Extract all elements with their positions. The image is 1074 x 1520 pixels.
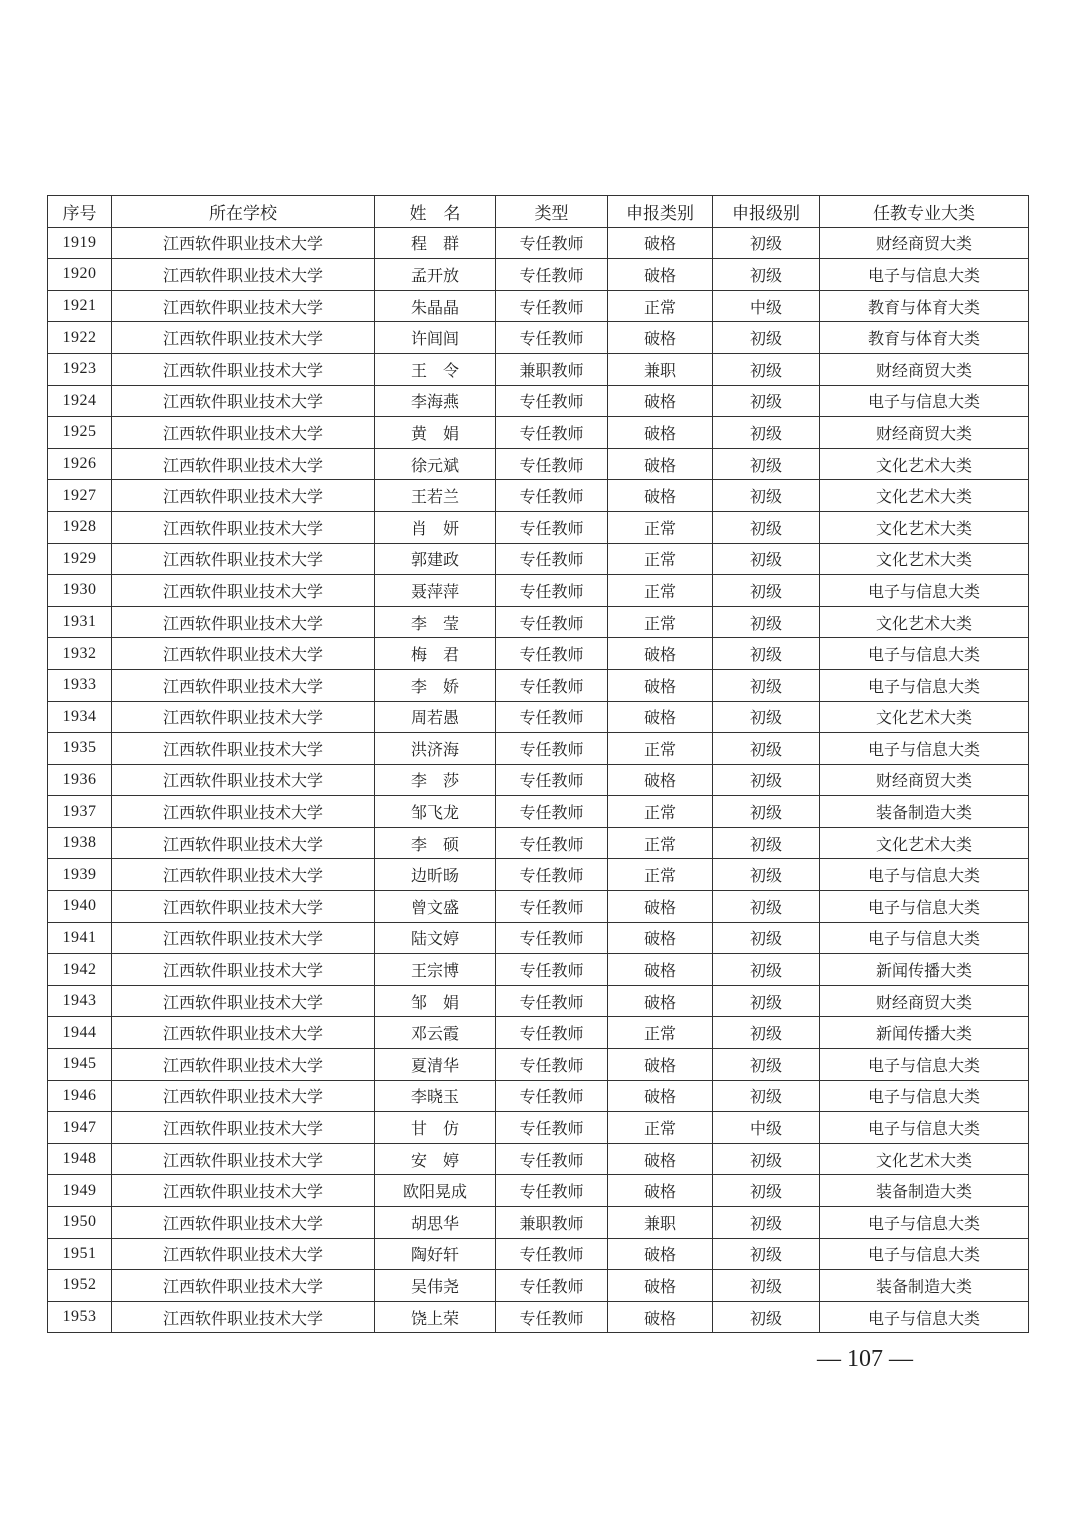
table-row bbox=[48, 290, 1029, 322]
cell-major: 文化艺术大类 bbox=[820, 480, 1029, 512]
cell-name: 梅 君 bbox=[375, 638, 496, 670]
table-row bbox=[48, 1270, 1029, 1302]
cell-level: 初级 bbox=[713, 859, 820, 891]
cell-type: 兼职教师 bbox=[496, 353, 608, 385]
table-row bbox=[48, 385, 1029, 417]
cell-major: 电子与信息大类 bbox=[820, 1049, 1029, 1081]
cell-type: 专任教师 bbox=[496, 259, 608, 291]
cell-name: 邹 娟 bbox=[375, 985, 496, 1017]
cell-major: 电子与信息大类 bbox=[820, 859, 1029, 891]
cell-category: 正常 bbox=[608, 575, 713, 607]
cell-name: 朱晶晶 bbox=[375, 290, 496, 322]
table-row bbox=[48, 1112, 1029, 1144]
cell-level: 初级 bbox=[713, 827, 820, 859]
cell-school: 江西软件职业技术大学 bbox=[112, 796, 375, 828]
table-row bbox=[48, 891, 1029, 923]
cell-name: 夏清华 bbox=[375, 1049, 496, 1081]
table-body bbox=[48, 227, 1029, 1333]
cell-type: 专任教师 bbox=[496, 827, 608, 859]
cell-seq: 1929 bbox=[48, 543, 112, 575]
cell-name: 吴伟尧 bbox=[375, 1270, 496, 1302]
cell-seq: 1933 bbox=[48, 669, 112, 701]
cell-major: 装备制造大类 bbox=[820, 1175, 1029, 1207]
table-header-row bbox=[48, 196, 1029, 228]
cell-name: 许闾闾 bbox=[375, 322, 496, 354]
cell-school: 江西软件职业技术大学 bbox=[112, 669, 375, 701]
cell-level: 初级 bbox=[713, 417, 820, 449]
cell-name: 郭建政 bbox=[375, 543, 496, 575]
cell-seq: 1947 bbox=[48, 1112, 112, 1144]
cell-level: 初级 bbox=[713, 259, 820, 291]
cell-level: 中级 bbox=[713, 290, 820, 322]
cell-major: 财经商贸大类 bbox=[820, 985, 1029, 1017]
cell-category: 正常 bbox=[608, 827, 713, 859]
cell-major: 装备制造大类 bbox=[820, 796, 1029, 828]
cell-name: 聂萍萍 bbox=[375, 575, 496, 607]
cell-category: 破格 bbox=[608, 638, 713, 670]
table-row bbox=[48, 1207, 1029, 1239]
cell-level: 初级 bbox=[713, 1049, 820, 1081]
cell-type: 专任教师 bbox=[496, 1175, 608, 1207]
header-level: 申报级别 bbox=[713, 196, 820, 228]
cell-school: 江西软件职业技术大学 bbox=[112, 733, 375, 765]
cell-seq: 1943 bbox=[48, 985, 112, 1017]
table-row bbox=[48, 353, 1029, 385]
cell-name: 李 娇 bbox=[375, 669, 496, 701]
cell-name: 王 令 bbox=[375, 353, 496, 385]
cell-seq: 1926 bbox=[48, 448, 112, 480]
cell-category: 破格 bbox=[608, 1270, 713, 1302]
cell-name: 王若兰 bbox=[375, 480, 496, 512]
cell-category: 破格 bbox=[608, 417, 713, 449]
cell-level: 初级 bbox=[713, 922, 820, 954]
cell-level: 初级 bbox=[713, 1175, 820, 1207]
cell-seq: 1951 bbox=[48, 1238, 112, 1270]
cell-school: 江西软件职业技术大学 bbox=[112, 448, 375, 480]
cell-name: 徐元斌 bbox=[375, 448, 496, 480]
cell-name: 陆文婷 bbox=[375, 922, 496, 954]
header-seq: 序号 bbox=[48, 196, 112, 228]
cell-major: 电子与信息大类 bbox=[820, 669, 1029, 701]
cell-category: 破格 bbox=[608, 1049, 713, 1081]
header-category: 申报类别 bbox=[608, 196, 713, 228]
cell-seq: 1940 bbox=[48, 891, 112, 923]
cell-school: 江西软件职业技术大学 bbox=[112, 1080, 375, 1112]
cell-seq: 1919 bbox=[48, 227, 112, 259]
cell-seq: 1934 bbox=[48, 701, 112, 733]
cell-level: 初级 bbox=[713, 511, 820, 543]
cell-level: 初级 bbox=[713, 480, 820, 512]
cell-category: 正常 bbox=[608, 859, 713, 891]
cell-level: 初级 bbox=[713, 1143, 820, 1175]
cell-type: 专任教师 bbox=[496, 859, 608, 891]
cell-type: 专任教师 bbox=[496, 891, 608, 923]
cell-type: 专任教师 bbox=[496, 1112, 608, 1144]
cell-name: 李 莎 bbox=[375, 764, 496, 796]
cell-level: 初级 bbox=[713, 448, 820, 480]
cell-seq: 1941 bbox=[48, 922, 112, 954]
cell-category: 破格 bbox=[608, 227, 713, 259]
cell-school: 江西软件职业技术大学 bbox=[112, 859, 375, 891]
cell-major: 文化艺术大类 bbox=[820, 827, 1029, 859]
cell-category: 破格 bbox=[608, 1080, 713, 1112]
cell-category: 正常 bbox=[608, 606, 713, 638]
cell-category: 破格 bbox=[608, 322, 713, 354]
table-row bbox=[48, 543, 1029, 575]
cell-seq: 1925 bbox=[48, 417, 112, 449]
cell-name: 周若愚 bbox=[375, 701, 496, 733]
cell-type: 专任教师 bbox=[496, 322, 608, 354]
cell-type: 专任教师 bbox=[496, 606, 608, 638]
cell-name: 李海燕 bbox=[375, 385, 496, 417]
cell-school: 江西软件职业技术大学 bbox=[112, 259, 375, 291]
cell-seq: 1932 bbox=[48, 638, 112, 670]
cell-category: 正常 bbox=[608, 1017, 713, 1049]
cell-seq: 1931 bbox=[48, 606, 112, 638]
cell-major: 电子与信息大类 bbox=[820, 1080, 1029, 1112]
cell-name: 邹飞龙 bbox=[375, 796, 496, 828]
cell-type: 专任教师 bbox=[496, 227, 608, 259]
table-row bbox=[48, 1080, 1029, 1112]
cell-name: 程 群 bbox=[375, 227, 496, 259]
cell-seq: 1938 bbox=[48, 827, 112, 859]
table-row bbox=[48, 1049, 1029, 1081]
table-row bbox=[48, 827, 1029, 859]
cell-major: 文化艺术大类 bbox=[820, 606, 1029, 638]
table-row bbox=[48, 259, 1029, 291]
cell-seq: 1935 bbox=[48, 733, 112, 765]
cell-level: 初级 bbox=[713, 669, 820, 701]
table-row bbox=[48, 480, 1029, 512]
cell-major: 电子与信息大类 bbox=[820, 385, 1029, 417]
cell-category: 兼职 bbox=[608, 353, 713, 385]
table-row bbox=[48, 1175, 1029, 1207]
cell-major: 装备制造大类 bbox=[820, 1270, 1029, 1302]
cell-level: 初级 bbox=[713, 543, 820, 575]
cell-category: 正常 bbox=[608, 290, 713, 322]
cell-type: 专任教师 bbox=[496, 543, 608, 575]
cell-type: 专任教师 bbox=[496, 796, 608, 828]
cell-seq: 1942 bbox=[48, 954, 112, 986]
cell-type: 专任教师 bbox=[496, 1270, 608, 1302]
cell-major: 电子与信息大类 bbox=[820, 922, 1029, 954]
cell-major: 电子与信息大类 bbox=[820, 259, 1029, 291]
cell-category: 破格 bbox=[608, 669, 713, 701]
table-row bbox=[48, 733, 1029, 765]
cell-level: 初级 bbox=[713, 638, 820, 670]
cell-type: 专任教师 bbox=[496, 1049, 608, 1081]
cell-school: 江西软件职业技术大学 bbox=[112, 638, 375, 670]
cell-type: 专任教师 bbox=[496, 1080, 608, 1112]
header-name: 姓 名 bbox=[375, 196, 496, 228]
cell-name: 黄 娟 bbox=[375, 417, 496, 449]
cell-category: 正常 bbox=[608, 1112, 713, 1144]
cell-seq: 1950 bbox=[48, 1207, 112, 1239]
cell-name: 李 硕 bbox=[375, 827, 496, 859]
page-number: — 107 — bbox=[817, 1346, 913, 1372]
cell-major: 新闻传播大类 bbox=[820, 1017, 1029, 1049]
roster-table bbox=[47, 195, 1029, 1333]
cell-school: 江西软件职业技术大学 bbox=[112, 480, 375, 512]
cell-major: 文化艺术大类 bbox=[820, 448, 1029, 480]
cell-major: 文化艺术大类 bbox=[820, 543, 1029, 575]
cell-category: 破格 bbox=[608, 1301, 713, 1333]
cell-category: 破格 bbox=[608, 922, 713, 954]
cell-school: 江西软件职业技术大学 bbox=[112, 417, 375, 449]
cell-school: 江西软件职业技术大学 bbox=[112, 227, 375, 259]
cell-school: 江西软件职业技术大学 bbox=[112, 954, 375, 986]
cell-school: 江西软件职业技术大学 bbox=[112, 1238, 375, 1270]
cell-level: 初级 bbox=[713, 1080, 820, 1112]
cell-level: 初级 bbox=[713, 1017, 820, 1049]
table-row bbox=[48, 417, 1029, 449]
cell-level: 初级 bbox=[713, 606, 820, 638]
cell-type: 专任教师 bbox=[496, 417, 608, 449]
cell-major: 教育与体育大类 bbox=[820, 322, 1029, 354]
table-row bbox=[48, 606, 1029, 638]
cell-seq: 1953 bbox=[48, 1301, 112, 1333]
cell-name: 饶上荣 bbox=[375, 1301, 496, 1333]
cell-seq: 1946 bbox=[48, 1080, 112, 1112]
cell-name: 孟开放 bbox=[375, 259, 496, 291]
cell-category: 破格 bbox=[608, 954, 713, 986]
cell-category: 破格 bbox=[608, 385, 713, 417]
cell-name: 曾文盛 bbox=[375, 891, 496, 923]
cell-seq: 1921 bbox=[48, 290, 112, 322]
cell-level: 初级 bbox=[713, 796, 820, 828]
cell-type: 专任教师 bbox=[496, 1238, 608, 1270]
cell-category: 正常 bbox=[608, 543, 713, 575]
cell-category: 破格 bbox=[608, 764, 713, 796]
cell-major: 文化艺术大类 bbox=[820, 1143, 1029, 1175]
cell-seq: 1928 bbox=[48, 511, 112, 543]
cell-name: 肖 妍 bbox=[375, 511, 496, 543]
table-row bbox=[48, 859, 1029, 891]
cell-school: 江西软件职业技术大学 bbox=[112, 1207, 375, 1239]
cell-seq: 1949 bbox=[48, 1175, 112, 1207]
cell-name: 陶好轩 bbox=[375, 1238, 496, 1270]
cell-major: 财经商贸大类 bbox=[820, 353, 1029, 385]
table-row bbox=[48, 954, 1029, 986]
cell-level: 初级 bbox=[713, 733, 820, 765]
table-row bbox=[48, 796, 1029, 828]
cell-name: 邓云霞 bbox=[375, 1017, 496, 1049]
cell-major: 电子与信息大类 bbox=[820, 1207, 1029, 1239]
cell-type: 专任教师 bbox=[496, 480, 608, 512]
table-row bbox=[48, 1301, 1029, 1333]
cell-school: 江西软件职业技术大学 bbox=[112, 1143, 375, 1175]
cell-school: 江西软件职业技术大学 bbox=[112, 322, 375, 354]
cell-seq: 1923 bbox=[48, 353, 112, 385]
cell-seq: 1936 bbox=[48, 764, 112, 796]
cell-level: 初级 bbox=[713, 764, 820, 796]
cell-seq: 1924 bbox=[48, 385, 112, 417]
cell-major: 电子与信息大类 bbox=[820, 1238, 1029, 1270]
cell-type: 专任教师 bbox=[496, 985, 608, 1017]
cell-school: 江西软件职业技术大学 bbox=[112, 290, 375, 322]
cell-category: 正常 bbox=[608, 733, 713, 765]
cell-level: 初级 bbox=[713, 985, 820, 1017]
cell-seq: 1944 bbox=[48, 1017, 112, 1049]
cell-category: 破格 bbox=[608, 1238, 713, 1270]
cell-type: 专任教师 bbox=[496, 1143, 608, 1175]
cell-name: 甘 仿 bbox=[375, 1112, 496, 1144]
cell-school: 江西软件职业技术大学 bbox=[112, 575, 375, 607]
table-row bbox=[48, 764, 1029, 796]
cell-type: 专任教师 bbox=[496, 448, 608, 480]
cell-major: 电子与信息大类 bbox=[820, 733, 1029, 765]
cell-major: 新闻传播大类 bbox=[820, 954, 1029, 986]
cell-name: 欧阳晃成 bbox=[375, 1175, 496, 1207]
cell-type: 专任教师 bbox=[496, 290, 608, 322]
cell-school: 江西软件职业技术大学 bbox=[112, 606, 375, 638]
cell-school: 江西软件职业技术大学 bbox=[112, 1017, 375, 1049]
cell-level: 初级 bbox=[713, 353, 820, 385]
cell-level: 初级 bbox=[713, 954, 820, 986]
cell-type: 专任教师 bbox=[496, 638, 608, 670]
cell-type: 专任教师 bbox=[496, 575, 608, 607]
cell-type: 专任教师 bbox=[496, 385, 608, 417]
cell-major: 电子与信息大类 bbox=[820, 891, 1029, 923]
table-row bbox=[48, 669, 1029, 701]
cell-major: 电子与信息大类 bbox=[820, 575, 1029, 607]
cell-major: 电子与信息大类 bbox=[820, 638, 1029, 670]
cell-school: 江西软件职业技术大学 bbox=[112, 1049, 375, 1081]
cell-school: 江西软件职业技术大学 bbox=[112, 543, 375, 575]
cell-name: 李晓玉 bbox=[375, 1080, 496, 1112]
cell-school: 江西软件职业技术大学 bbox=[112, 385, 375, 417]
cell-major: 电子与信息大类 bbox=[820, 1301, 1029, 1333]
cell-type: 兼职教师 bbox=[496, 1207, 608, 1239]
cell-level: 初级 bbox=[713, 1270, 820, 1302]
cell-school: 江西软件职业技术大学 bbox=[112, 353, 375, 385]
cell-name: 洪济海 bbox=[375, 733, 496, 765]
cell-seq: 1930 bbox=[48, 575, 112, 607]
cell-name: 边昕旸 bbox=[375, 859, 496, 891]
cell-level: 初级 bbox=[713, 227, 820, 259]
cell-seq: 1920 bbox=[48, 259, 112, 291]
header-type: 类型 bbox=[496, 196, 608, 228]
cell-type: 专任教师 bbox=[496, 733, 608, 765]
cell-category: 正常 bbox=[608, 511, 713, 543]
table-row bbox=[48, 638, 1029, 670]
table-row bbox=[48, 1017, 1029, 1049]
cell-school: 江西软件职业技术大学 bbox=[112, 985, 375, 1017]
cell-category: 破格 bbox=[608, 701, 713, 733]
cell-name: 胡思华 bbox=[375, 1207, 496, 1239]
cell-category: 正常 bbox=[608, 796, 713, 828]
cell-major: 财经商贸大类 bbox=[820, 764, 1029, 796]
cell-major: 文化艺术大类 bbox=[820, 511, 1029, 543]
cell-category: 破格 bbox=[608, 448, 713, 480]
cell-seq: 1937 bbox=[48, 796, 112, 828]
cell-category: 破格 bbox=[608, 985, 713, 1017]
table-row bbox=[48, 922, 1029, 954]
table-row bbox=[48, 448, 1029, 480]
table-row bbox=[48, 575, 1029, 607]
cell-major: 财经商贸大类 bbox=[820, 417, 1029, 449]
cell-category: 破格 bbox=[608, 891, 713, 923]
cell-level: 中级 bbox=[713, 1112, 820, 1144]
cell-type: 专任教师 bbox=[496, 1301, 608, 1333]
cell-school: 江西软件职业技术大学 bbox=[112, 701, 375, 733]
cell-name: 王宗博 bbox=[375, 954, 496, 986]
cell-seq: 1952 bbox=[48, 1270, 112, 1302]
cell-category: 兼职 bbox=[608, 1207, 713, 1239]
cell-school: 江西软件职业技术大学 bbox=[112, 1175, 375, 1207]
cell-school: 江西软件职业技术大学 bbox=[112, 891, 375, 923]
cell-school: 江西软件职业技术大学 bbox=[112, 922, 375, 954]
cell-level: 初级 bbox=[713, 891, 820, 923]
cell-school: 江西软件职业技术大学 bbox=[112, 827, 375, 859]
cell-level: 初级 bbox=[713, 385, 820, 417]
table-row bbox=[48, 985, 1029, 1017]
cell-school: 江西软件职业技术大学 bbox=[112, 1270, 375, 1302]
cell-level: 初级 bbox=[713, 1301, 820, 1333]
cell-type: 专任教师 bbox=[496, 669, 608, 701]
cell-level: 初级 bbox=[713, 1238, 820, 1270]
table-row bbox=[48, 227, 1029, 259]
cell-seq: 1948 bbox=[48, 1143, 112, 1175]
cell-level: 初级 bbox=[713, 1207, 820, 1239]
header-major: 任教专业大类 bbox=[820, 196, 1029, 228]
cell-major: 电子与信息大类 bbox=[820, 1112, 1029, 1144]
table-row bbox=[48, 701, 1029, 733]
cell-level: 初级 bbox=[713, 575, 820, 607]
cell-seq: 1945 bbox=[48, 1049, 112, 1081]
cell-category: 破格 bbox=[608, 480, 713, 512]
cell-seq: 1927 bbox=[48, 480, 112, 512]
cell-category: 破格 bbox=[608, 259, 713, 291]
cell-type: 专任教师 bbox=[496, 954, 608, 986]
cell-name: 李 莹 bbox=[375, 606, 496, 638]
cell-type: 专任教师 bbox=[496, 511, 608, 543]
cell-type: 专任教师 bbox=[496, 764, 608, 796]
cell-level: 初级 bbox=[713, 322, 820, 354]
cell-major: 教育与体育大类 bbox=[820, 290, 1029, 322]
cell-major: 财经商贸大类 bbox=[820, 227, 1029, 259]
table-row bbox=[48, 1238, 1029, 1270]
cell-school: 江西软件职业技术大学 bbox=[112, 511, 375, 543]
cell-seq: 1939 bbox=[48, 859, 112, 891]
cell-school: 江西软件职业技术大学 bbox=[112, 1112, 375, 1144]
cell-type: 专任教师 bbox=[496, 1017, 608, 1049]
table-row bbox=[48, 1143, 1029, 1175]
cell-category: 破格 bbox=[608, 1143, 713, 1175]
table-row bbox=[48, 322, 1029, 354]
table-row bbox=[48, 511, 1029, 543]
cell-school: 江西软件职业技术大学 bbox=[112, 764, 375, 796]
cell-category: 破格 bbox=[608, 1175, 713, 1207]
cell-level: 初级 bbox=[713, 701, 820, 733]
cell-seq: 1922 bbox=[48, 322, 112, 354]
cell-type: 专任教师 bbox=[496, 922, 608, 954]
header-school: 所在学校 bbox=[112, 196, 375, 228]
cell-school: 江西软件职业技术大学 bbox=[112, 1301, 375, 1333]
cell-type: 专任教师 bbox=[496, 701, 608, 733]
cell-name: 安 婷 bbox=[375, 1143, 496, 1175]
cell-major: 文化艺术大类 bbox=[820, 701, 1029, 733]
